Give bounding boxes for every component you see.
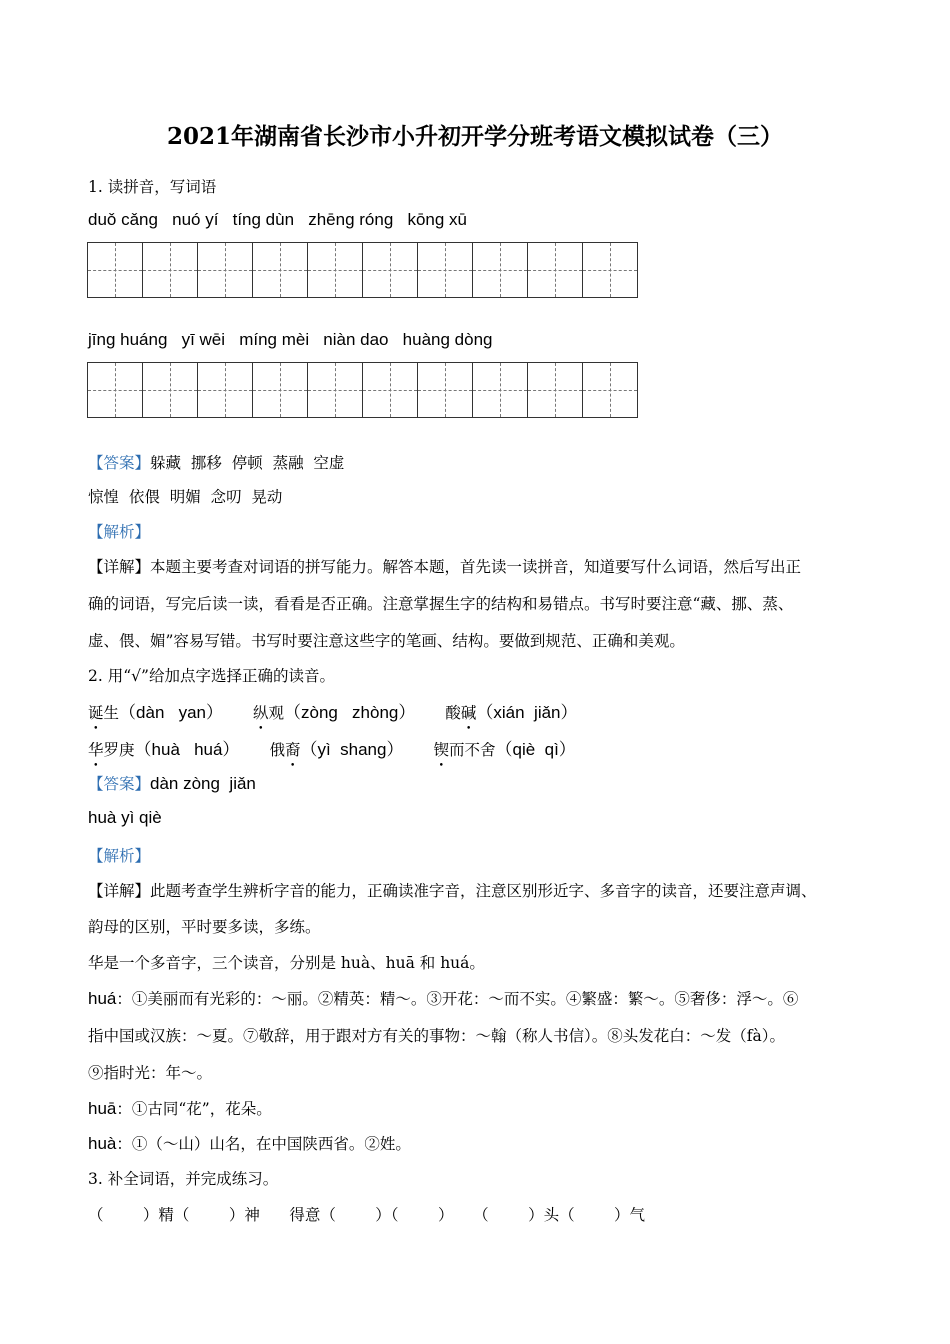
grid-word [88,243,197,297]
grid-box [418,243,472,297]
item-options: （xián jiǎn） [476,703,578,722]
q2-answer-row2: huà yì qiè [88,808,162,827]
grid-box [472,243,527,297]
dotted-char: 裔 [284,741,301,759]
grid-box [308,243,362,297]
q2-item [88,741,239,759]
item-word: 罗庚 [103,741,135,759]
item-word: 观 [268,704,285,722]
writing-grid-row1 [87,242,638,298]
grid-box [362,363,417,417]
grid-box [88,243,142,297]
grid-box [582,363,637,417]
q2-item-row2 [88,735,576,760]
grid-word [417,243,527,297]
q2-detail-line1 [88,879,817,901]
dotted-char: 华 [88,741,104,759]
q2-hua1-line [88,1097,272,1119]
q1-analysis-label: 【解析】 [88,523,151,541]
grid-box [582,243,637,297]
dotted-char: 碱 [460,704,477,722]
q1-answer [88,451,344,473]
item-word: 俄 [269,741,285,759]
detail-label: 【详解】 [88,882,151,900]
q2-answer-row1: dàn zòng jiǎn [150,774,256,793]
grid-box [198,243,252,297]
q2-item [269,741,403,759]
q2-hua-intro: 华是一个多音字，三个读音，分别是 huà、huā 和 huá。 [88,954,485,972]
grid-word [307,363,417,417]
q1-answer-row2: 惊惶 依偎 明媚 念叨 晃动 [88,488,283,506]
grid-word [527,363,637,417]
item-options: （dàn yan） [119,703,223,722]
q1-pinyin-row1: duǒ cǎng nuó yí tíng dùn zhēng róng kōng xū [88,210,467,229]
q1-detail-line2: 确的词语，写完后读一读，看看是否正确。注意掌握生字的结构和易错点。书写时要注意“藏、挪、蒸、 [88,595,794,613]
item-options: （yì shang） [300,740,404,759]
q2-item-row1 [88,698,578,723]
item-options: （huà huá） [134,740,240,759]
dotted-char: 诞 [88,704,104,722]
grid-box [142,363,197,417]
grid-box [528,363,582,417]
grid-box [528,243,582,297]
q1-detail-line3: 虚、偎、媚”容易写错。书写时要注意这些字的笔画、结构。要做到规范、正确和美观。 [88,632,685,650]
detail-label: 【详解】 [88,558,151,576]
grid-word [197,363,307,417]
q2-answer [88,772,256,794]
grid-word [417,363,527,417]
item-options: （zòng zhòng） [284,703,416,722]
q2-hua2-line2: 指中国或汉族：～夏。⑦敬辞，用于跟对方有关的事物：～翰（称人书信）。⑧头发花白：～发（fà）。 [88,1027,785,1045]
q1-answer-row1: 躲藏 挪移 停顿 蒸融 空虚 [150,454,345,472]
definition-text: ：①（～山）山名，在中国陕西省。②姓。 [116,1135,411,1153]
definition-text: ：①古同“花”，花朵。 [116,1100,272,1118]
q2-hua4-line [88,1132,411,1154]
pinyin-label: huà [88,1134,117,1153]
answer-label: 【答案】 [88,454,151,472]
definition-text: ：①美丽而有光彩的：～丽。②精英：精～。③开花：～而不实。④繁盛：繁～。⑤奢侈：浮～。⑥ [116,990,799,1008]
writing-grid-row2 [87,362,638,418]
grid-word [197,243,307,297]
grid-box [88,363,142,417]
q2-item [433,741,575,759]
page-title: 2021年湖南省长沙市小升初开学分班考语文模拟试卷（三） [166,123,783,150]
grid-word [307,243,417,297]
pinyin-label: huá [88,989,117,1008]
grid-box [252,243,307,297]
q2-item [88,704,223,722]
q2-detail-line2: 韵母的区别，平时要多读，多练。 [88,918,321,936]
q3-question: 3. 补全词语，并完成练习。 [88,1170,279,1188]
grid-box [418,363,472,417]
q2-hua2-line1 [88,987,798,1009]
grid-box [472,363,527,417]
item-word: 而不舍 [448,741,496,759]
q2-analysis-label: 【解析】 [88,847,151,865]
q3-blanks: （ ）精（ ）神 得意（ ）（ ） （ ）头（ ）气 [88,1206,646,1224]
q2-hua2-line3: ⑨指时光：年～。 [88,1064,213,1082]
dotted-char: 纵 [252,704,269,722]
answer-label: 【答案】 [88,775,151,793]
grid-box [142,243,197,297]
grid-box [198,363,252,417]
q2-item [445,704,577,722]
q1-pinyin-row2: jīng huáng yī wēi míng mèi niàn dao huàng dòng [88,330,493,349]
grid-word [527,243,637,297]
item-word: 酸 [445,704,461,722]
detail-text: 本题主要考查对词语的拼写能力。解答本题，首先读一读拼音，知道要写什么词语，然后写出正 [150,558,802,576]
q1-detail-line1 [88,555,801,577]
item-options: （qiè qì） [495,740,576,759]
dotted-char: 锲 [433,741,449,759]
item-word: 生 [103,704,120,722]
grid-box [252,363,307,417]
q1-question: 1. 读拼音，写词语 [88,178,217,196]
grid-word [88,363,197,417]
q2-question: 2. 用“√”给加点字选择正确的读音。 [88,667,335,685]
q2-item [253,704,415,722]
pinyin-label: huā [88,1099,117,1118]
grid-box [308,363,362,417]
detail-text: 此题考查学生辨析字音的能力，正确读准字音，注意区别形近字、多音字的读音，还要注意声调、 [150,882,817,900]
grid-box [362,243,417,297]
